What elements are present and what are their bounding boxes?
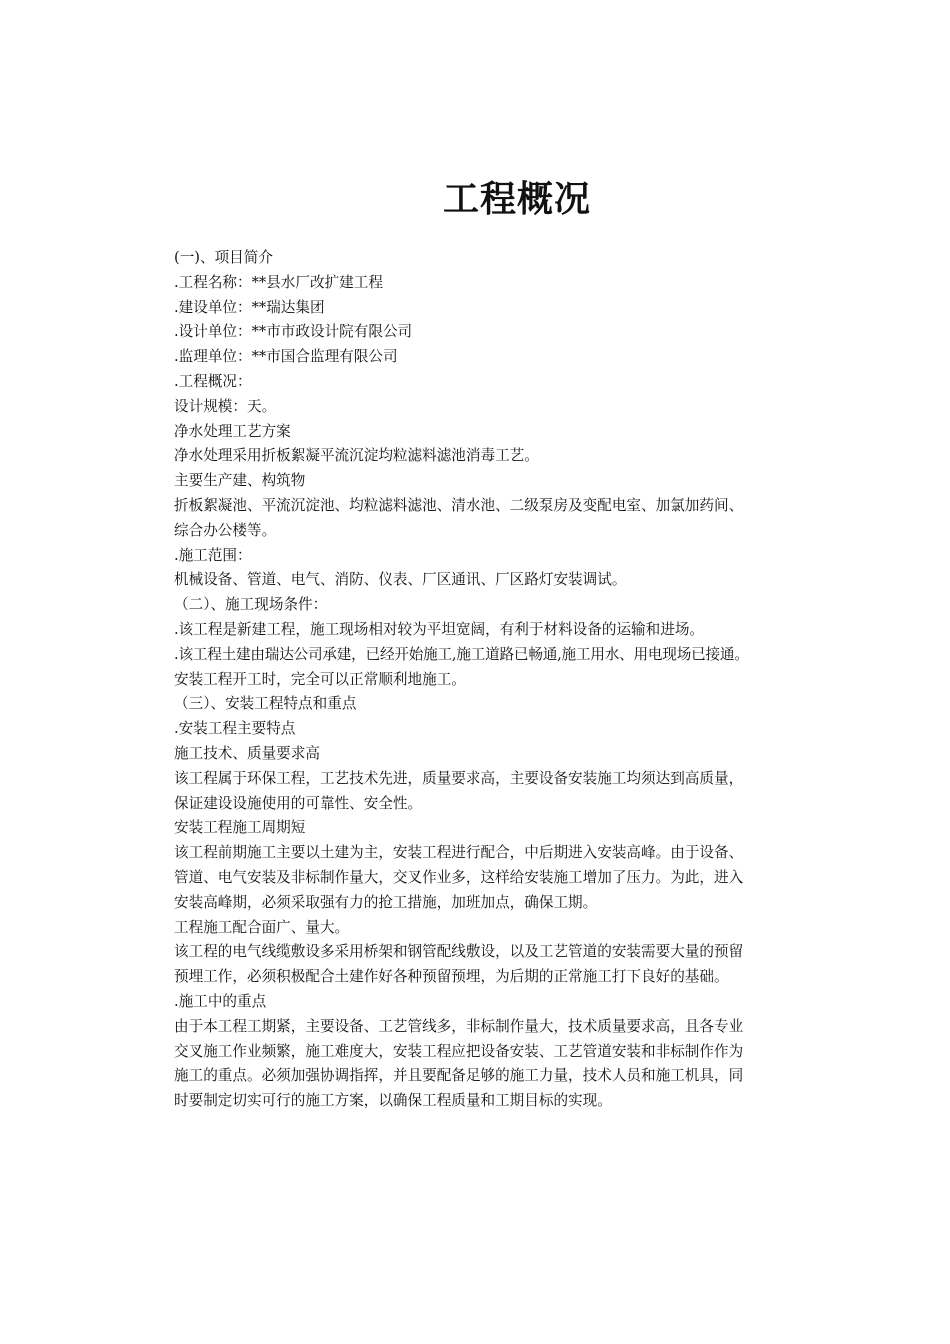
subheading-short-period: 安装工程施工周期短: [174, 819, 306, 837]
text-line: 保证建设设施使用的可靠性、安全性。: [174, 794, 423, 812]
text-line: 施工的重点。必须加强协调指挥，并且要配备足够的施工力量，技术人员和施工机具，同: [174, 1067, 744, 1085]
text-line: 由于本工程工期紧，主要设备、工艺管线多，非标制作量大，技术质量要求高，且各专业: [174, 1017, 744, 1035]
scope-label: .施工范围：: [174, 546, 252, 564]
designer-line: .设计单位：**市市政设计院有限公司: [174, 323, 413, 341]
text-line: 净水处理采用折板絮凝平流沉淀均粒滤料滤池消毒工艺。: [174, 447, 539, 465]
supervisor-line: .监理单位：**市国合监理有限公司: [174, 348, 398, 366]
text-line: 机械设备、管道、电气、消防、仪表、厂区通讯、厂区路灯安装调试。: [174, 571, 627, 589]
section-heading-features: （三）、安装工程特点和重点: [174, 695, 357, 713]
design-scale-line: 设计规模：天。: [174, 397, 277, 415]
subheading-water-process: 净水处理工艺方案: [174, 422, 291, 440]
builder-line: .建设单位：**瑞达集团: [174, 298, 325, 316]
text-line: 时要制定切实可行的施工方案，以确保工程质量和工期目标的实现。: [174, 1092, 612, 1110]
text-line: 该工程属于环保工程，工艺技术先进，质量要求高，主要设备安装施工均须达到高质量，: [174, 769, 744, 787]
text-line: .该工程土建由瑞达公司承建，已经开始施工,施工道路已畅通,施工用水、用电现场已接通。: [174, 645, 749, 663]
section-heading-project-intro: (一)、项目简介: [174, 249, 273, 266]
document-body: [174, 246, 874, 1114]
text-line: 综合办公楼等。: [174, 521, 277, 539]
text-line: 该工程前期施工主要以土建为主，安装工程进行配合，中后期进入安装高峰。由于设备、: [174, 844, 744, 862]
section-heading-site-conditions: （二）、施工现场条件：: [174, 596, 328, 614]
text-line: 折板絮凝池、平流沉淀池、均粒滤料滤池、清水池、二级泵房及变配电室、加氯加药间、: [174, 496, 744, 514]
text-line: 交叉施工作业频繁，施工难度大，安装工程应把设备安装、工艺管道安装和非标制作作为: [174, 1042, 744, 1060]
overview-label: .工程概况：: [174, 372, 252, 390]
page-title: 工程概况: [442, 179, 591, 220]
subheading-key-points: .施工中的重点: [174, 992, 267, 1010]
subheading-coordination: 工程施工配合面广、量大。: [174, 918, 350, 936]
text-line: 该工程的电气线缆敷设多采用桥架和钢管配线敷设，以及工艺管道的安装需要大量的预留: [174, 943, 744, 961]
subheading-main-structures: 主要生产建、构筑物: [174, 472, 306, 490]
project-name-line: .工程名称：**县水厂改扩建工程: [174, 273, 383, 291]
text-line: 安装工程开工时，完全可以正常顺利地施工。: [174, 670, 466, 688]
subheading-quality: 施工技术、质量要求高: [174, 744, 320, 762]
subheading-main-features: .安装工程主要特点: [174, 720, 296, 738]
text-line: 安装高峰期，必须采取强有力的抢工措施，加班加点，确保工期。: [174, 893, 598, 911]
text-line: .该工程是新建工程，施工现场相对较为平坦宽阔，有利于材料设备的运输和进场。: [174, 620, 705, 638]
text-line: 管道、电气安装及非标制作量大，交叉作业多，这样给安装施工增加了压力。为此，进入: [174, 868, 744, 886]
text-line: 预埋工作，必须积极配合土建作好各种预留预埋，为后期的正常施工打下良好的基础。: [174, 968, 729, 986]
